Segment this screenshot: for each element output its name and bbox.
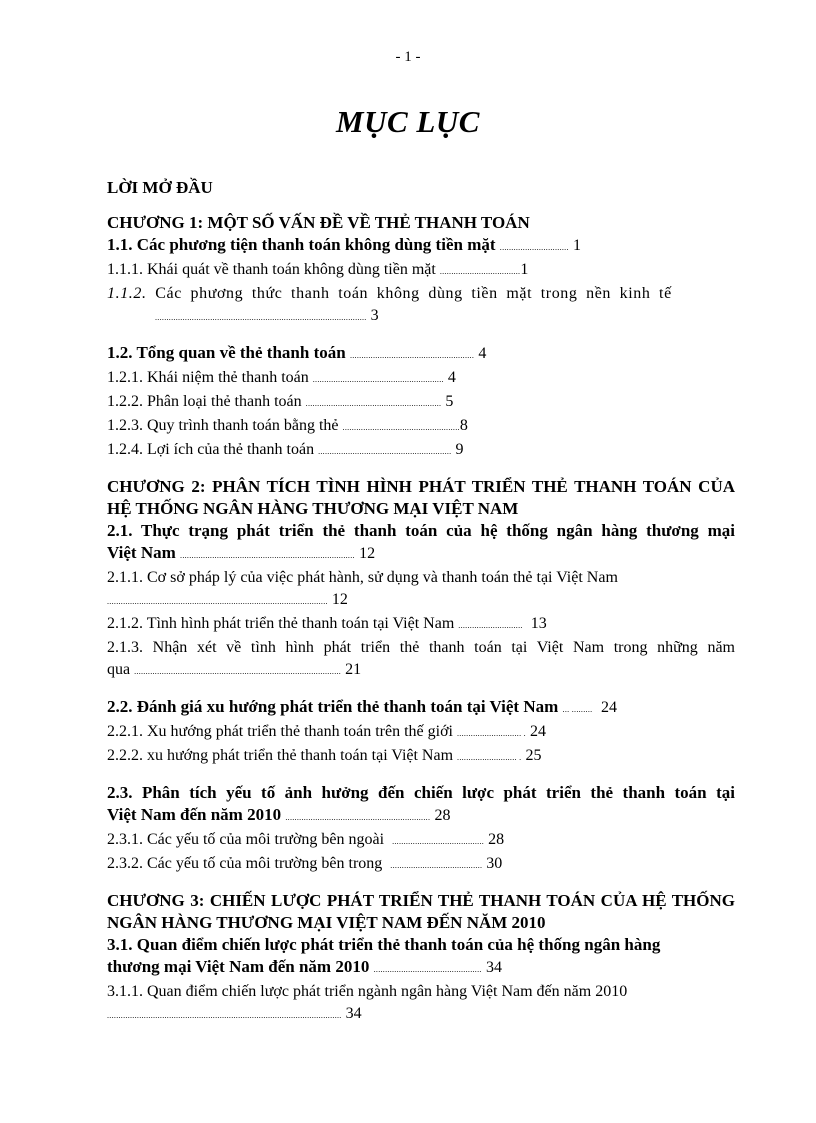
leader-dots: ..............................	[499, 243, 569, 252]
leader-dots: ........................................	[390, 861, 483, 870]
page-title: MỤC LỤC	[336, 104, 480, 139]
toc-entry-title: 2.2. Đánh giá xu hướng phát triển thẻ thanh toán tại Việt Nam	[107, 697, 559, 716]
toc-page-number: 1	[573, 237, 582, 254]
toc-page-number: 24	[600, 699, 617, 716]
toc-entry-1-2-3	[107, 415, 735, 439]
leader-dots: ... .........	[562, 705, 593, 714]
toc-entry-1-1	[107, 234, 735, 259]
leader-dots: ...................................	[439, 267, 521, 276]
leader-dots: ...................................................	[342, 423, 460, 432]
toc-page-number: 28	[434, 807, 451, 824]
toc-entry-title: 1.2. Tổng quan về thẻ thanh toán	[107, 343, 346, 362]
leader-dots: ............................	[458, 621, 523, 630]
toc-entry-title: 1.2.3. Quy trình thanh toán bằng thẻ	[107, 417, 339, 434]
leader-dots: ...............................................	[373, 965, 482, 974]
table-of-contents	[107, 177, 735, 1027]
toc-page-number: 34	[485, 959, 502, 976]
toc-entry-1-1-1	[107, 259, 735, 283]
leader-dots: ............................................................................	[180, 551, 355, 560]
toc-entry-title: Việt Nam	[107, 543, 176, 562]
toc-entry-1-1-2-cont	[107, 305, 735, 329]
toc-page-number: 28	[488, 831, 505, 848]
toc-entry-title: 1.1.1. Khái quát về thanh toán không dùng tiền mặt	[107, 261, 436, 278]
toc-entry-2-1-2	[107, 613, 735, 637]
toc-entry-title: 2.3.2. Các yếu tố của môi trường bên trong	[107, 855, 383, 872]
leader-dots: ......................................................................................................	[107, 1011, 342, 1020]
toc-entry-2-3-1	[107, 829, 735, 853]
toc-page-number: 8	[459, 417, 468, 434]
leader-dots: ........................................	[392, 837, 485, 846]
toc-entry-2-3	[107, 782, 735, 804]
toc-entry-1-2-4	[107, 439, 735, 463]
toc-page-number: 3	[370, 307, 379, 324]
toc-entry-1-1-2	[107, 283, 735, 305]
toc-entry-2-1	[107, 520, 735, 542]
toc-entry-1-2-2	[107, 391, 735, 415]
toc-entry-2-1-1	[107, 567, 735, 589]
chapter-3-heading: CHƯƠNG 3: CHIẾN LƯỢC PHÁT TRIỂN THẺ THANH TOÁN CỦA HỆ THỐNG NGÂN HÀNG THƯƠNG MẠI VIỆT NAM ĐẾN NĂM 2010	[107, 891, 735, 932]
toc-entry-number: 1.1.2.	[107, 285, 147, 302]
toc-page-number: 5	[445, 393, 454, 410]
toc-page-number: 30	[486, 855, 503, 872]
toc-entry-title: 1.2.2. Phân loại thẻ thanh toán	[107, 393, 302, 410]
toc-entry-title: 2.2.1. Xu hướng phát triển thẻ thanh toán trên thế giới	[107, 723, 453, 740]
leader-dots: ............................ .	[456, 729, 526, 738]
toc-entry-2-1-1-cont	[107, 589, 735, 613]
toc-page-number: 4	[447, 369, 456, 386]
toc-entry-title: 1.1. Các phương tiện thanh toán không dùng tiền mặt	[107, 235, 496, 254]
toc-page-number: 12	[359, 545, 376, 562]
toc-page-number: 4	[478, 345, 487, 362]
toc-entry-2-3-2	[107, 853, 735, 877]
toc-entry-title: 2.1.2. Tình hình phát triển thẻ thanh toán tại Việt Nam	[107, 615, 455, 632]
toc-entry-3-1-cont	[107, 956, 735, 981]
toc-entry-title: 1.2.1. Khái niệm thẻ thanh toán	[107, 369, 309, 386]
toc-entry-2-2-2	[107, 745, 735, 769]
toc-entry-2-1-cont	[107, 542, 735, 567]
toc-entry-2-1-3-cont	[107, 659, 735, 683]
toc-entry-title: 2.1.1. Cơ sở pháp lý của việc phát hành, sử dụng và thanh toán thẻ tại Việt Nam	[107, 569, 618, 586]
leader-dots: .......................... .	[457, 753, 522, 762]
toc-entry-title: 2.3.1. Các yếu tố của môi trường bên ngoài	[107, 831, 385, 848]
toc-entry-3-1-1-cont	[107, 1003, 735, 1027]
toc-page-number: 12	[331, 591, 348, 608]
toc-page-number: 13	[530, 615, 547, 632]
leader-dots: ......................................................	[349, 351, 475, 360]
leader-dots: ................................................................................................	[107, 597, 328, 606]
toc-entry-title: qua	[107, 661, 131, 678]
toc-entry-title: 3.1. Quan điểm chiến lược phát triển thẻ thanh toán của hệ thống ngân hàng	[107, 935, 661, 954]
toc-entry-1-2	[107, 342, 735, 367]
toc-page-number: 25	[525, 747, 542, 764]
toc-entry-title: Việt Nam đến năm 2010	[107, 805, 282, 824]
chapter-1-heading: CHƯƠNG 1: MỘT SỐ VẤN ĐỀ VỀ THẺ THANH TOÁN	[107, 213, 530, 232]
toc-entry-1-2-1	[107, 367, 735, 391]
toc-entry-title: thương mại Việt Nam đến năm 2010	[107, 957, 370, 976]
leader-dots: ............................................................................................	[155, 313, 367, 322]
intro-heading: LỜI MỞ ĐẦU	[107, 178, 213, 197]
leader-dots: ..........................................................	[318, 447, 452, 456]
page-number: - 1 -	[395, 49, 421, 65]
leader-dots: ...........................................................	[305, 399, 442, 408]
toc-entry-title: 3.1.1. Quan điểm chiến lược phát triển ngành ngân hàng Việt Nam đến năm 2010	[107, 983, 628, 1000]
toc-entry-3-1-1	[107, 981, 735, 1003]
toc-entry-title: 2.2.2. xu hướng phát triển thẻ thanh toán tại Việt Nam	[107, 747, 454, 764]
toc-entry-title: Các phương thức thanh toán không dùng tiền mặt trong nền kinh tế	[155, 285, 672, 302]
chapter-2-heading: CHƯƠNG 2: PHÂN TÍCH TÌNH HÌNH PHÁT TRIỂN THẺ THANH TOÁN CỦA HỆ THỐNG NGÂN HÀNG THƯƠNG MẠI VIỆT NAM	[107, 477, 735, 518]
leader-dots: ..........................................................................................	[134, 667, 342, 676]
toc-page-number: 9	[455, 441, 464, 458]
toc-page-number: 34	[345, 1005, 362, 1022]
leader-dots: .........................................................	[312, 375, 444, 384]
toc-page-number: 24	[529, 723, 546, 740]
toc-entry-title: 2.3. Phân tích yếu tố ảnh hưởng đến chiến lược phát triển thẻ thanh toán tại	[107, 783, 735, 802]
toc-entry-title: 1.2.4. Lợi ích của thẻ thanh toán	[107, 441, 315, 458]
toc-entry-2-2-1	[107, 721, 735, 745]
leader-dots: ...............................................................	[285, 813, 431, 822]
toc-entry-2-3-cont	[107, 804, 735, 829]
toc-entry-3-1	[107, 934, 735, 956]
toc-page-number: 1	[520, 261, 529, 278]
toc-page-number: 21	[345, 661, 362, 678]
toc-entry-title: 2.1. Thực trạng phát triển thẻ thanh toán của hệ thống ngân hàng thương mại	[107, 521, 735, 540]
toc-entry-2-2	[107, 696, 735, 721]
toc-entry-title: 2.1.3. Nhận xét về tình hình phát triển thẻ thanh toán tại Việt Nam trong những năm	[107, 639, 735, 656]
toc-entry-2-1-3	[107, 637, 735, 659]
